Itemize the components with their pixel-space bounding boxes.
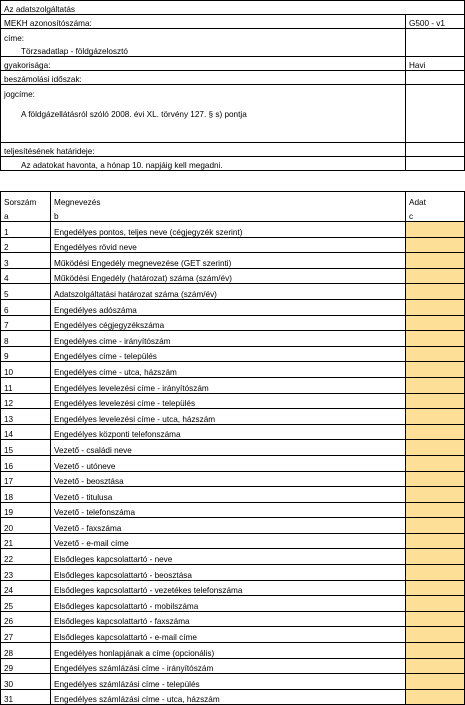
row-label: Elsődleges kapcsolattartó - mobilszáma xyxy=(51,596,406,612)
table-row xyxy=(1,627,465,643)
row-number: 11 xyxy=(1,377,51,393)
row-label: Vezető - utóneve xyxy=(51,455,406,471)
row-label: Elsődleges kapcsolattartó - e-mail címe xyxy=(51,627,406,643)
jogcime-right-cell xyxy=(406,99,465,143)
adat-input-cell[interactable] xyxy=(406,627,465,643)
row-label: Elsődleges kapcsolattartó - beosztása xyxy=(51,565,406,581)
adat-input-cell[interactable] xyxy=(406,237,465,253)
table-row xyxy=(1,284,465,300)
header-info-table xyxy=(0,0,465,171)
hatarido-label: teljesítésének határideje: xyxy=(1,143,406,157)
adat-input-cell[interactable] xyxy=(406,533,465,549)
adat-input-cell[interactable] xyxy=(406,674,465,690)
hatarido-value[interactable]: Az adatokat havonta, a hónap 10. napjáig kell megadni. xyxy=(1,157,406,171)
column-subheader-b: b xyxy=(51,207,406,222)
row-number: 25 xyxy=(1,596,51,612)
row-number: 28 xyxy=(1,643,51,659)
row-number: 19 xyxy=(1,502,51,518)
table-row xyxy=(1,222,465,238)
adat-input-cell[interactable] xyxy=(406,658,465,674)
row-number: 21 xyxy=(1,533,51,549)
row-label: Engedélyes cégjegyzékszáma xyxy=(51,315,406,331)
row-number: 23 xyxy=(1,565,51,581)
row-number: 16 xyxy=(1,455,51,471)
adat-input-cell[interactable] xyxy=(406,362,465,378)
adat-input-cell[interactable] xyxy=(406,471,465,487)
adat-input-cell[interactable] xyxy=(406,611,465,627)
table-row xyxy=(1,643,465,659)
table-row xyxy=(1,549,465,565)
row-number: 22 xyxy=(1,549,51,565)
table-row xyxy=(1,658,465,674)
adat-input-cell[interactable] xyxy=(406,596,465,612)
adat-input-cell[interactable] xyxy=(406,502,465,518)
adat-input-cell[interactable] xyxy=(406,565,465,581)
row-number: 17 xyxy=(1,471,51,487)
row-label: Működési Engedély megnevezése (GET szerinti) xyxy=(51,253,406,269)
table-row xyxy=(1,611,465,627)
row-number: 4 xyxy=(1,268,51,284)
row-number: 20 xyxy=(1,518,51,534)
gyakorisaga-label: gyakorisága: xyxy=(1,57,406,71)
adat-input-cell[interactable] xyxy=(406,315,465,331)
adat-input-cell[interactable] xyxy=(406,284,465,300)
cime-value-right-cell xyxy=(406,43,465,57)
adat-input-cell[interactable] xyxy=(406,409,465,425)
row-label: Engedélyes számlázási címe - irányítószám xyxy=(51,658,406,674)
adat-input-cell[interactable] xyxy=(406,455,465,471)
column-header-sorszam: Sorszám xyxy=(1,192,51,207)
column-header-megnevezes: Megnevezés xyxy=(51,192,406,207)
row-label: Engedélyes címe - irányítószám xyxy=(51,331,406,347)
table-row xyxy=(1,487,465,503)
adat-input-cell[interactable] xyxy=(406,331,465,347)
hatarido-value-right-cell xyxy=(406,157,465,171)
table-row xyxy=(1,268,465,284)
row-number: 12 xyxy=(1,393,51,409)
row-label: Engedélyes számlázási címe - utca, házszám xyxy=(51,689,406,705)
table-row xyxy=(1,315,465,331)
adat-input-cell[interactable] xyxy=(406,346,465,362)
column-subheader-a: a xyxy=(1,207,51,222)
table-row xyxy=(1,346,465,362)
table-row xyxy=(1,237,465,253)
table-row xyxy=(1,689,465,705)
table-row xyxy=(1,377,465,393)
row-number: 29 xyxy=(1,658,51,674)
row-label: Vezető - e-mail címe xyxy=(51,533,406,549)
cime-label: címe: xyxy=(1,29,406,43)
column-header-adat: Adat xyxy=(406,192,465,207)
adat-input-cell[interactable] xyxy=(406,643,465,659)
row-number: 1 xyxy=(1,222,51,238)
adat-input-cell[interactable] xyxy=(406,549,465,565)
jogcime-value[interactable]: A földgázellátásról szóló 2008. évi XL. törvény 127. § s) pontja xyxy=(1,99,406,143)
row-label: Működési Engedély (határozat) száma (szám/év) xyxy=(51,268,406,284)
row-label: Vezető - beosztása xyxy=(51,471,406,487)
table-row xyxy=(1,580,465,596)
adat-input-cell[interactable] xyxy=(406,689,465,705)
adat-input-cell[interactable] xyxy=(406,580,465,596)
adat-input-cell[interactable] xyxy=(406,253,465,269)
table-row xyxy=(1,596,465,612)
row-label: Vezető - családi neve xyxy=(51,440,406,456)
adat-input-cell[interactable] xyxy=(406,393,465,409)
row-label: Vezető - titulusa xyxy=(51,487,406,503)
table-row xyxy=(1,674,465,690)
adat-input-cell[interactable] xyxy=(406,222,465,238)
row-label: Vezető - faxszáma xyxy=(51,518,406,534)
row-number: 18 xyxy=(1,487,51,503)
data-table xyxy=(0,191,465,705)
jogcime-value-cell xyxy=(406,85,465,99)
table-row xyxy=(1,518,465,534)
mekh-label: MEKH azonosítószáma: xyxy=(1,15,406,29)
info-title: Az adatszolgáltatás xyxy=(1,1,465,15)
adat-input-cell[interactable] xyxy=(406,440,465,456)
table-row xyxy=(1,362,465,378)
row-label: Elsődleges kapcsolattartó - faxszáma xyxy=(51,611,406,627)
table-row xyxy=(1,455,465,471)
row-number: 15 xyxy=(1,440,51,456)
table-row xyxy=(1,393,465,409)
mekh-value[interactable]: G500 - v1 xyxy=(406,15,465,29)
row-number: 24 xyxy=(1,580,51,596)
hatarido-right-cell xyxy=(406,143,465,157)
table-row xyxy=(1,565,465,581)
row-number: 6 xyxy=(1,299,51,315)
row-label: Engedélyes levelezési címe - irányítószám xyxy=(51,377,406,393)
table-row xyxy=(1,471,465,487)
row-label: Elsődleges kapcsolattartó - vezetékes telefonszáma xyxy=(51,580,406,596)
row-label: Engedélyes központi telefonszáma xyxy=(51,424,406,440)
row-label: Engedélyes számlázási címe - település xyxy=(51,674,406,690)
beszamolasi-value[interactable] xyxy=(406,71,465,85)
row-number: 13 xyxy=(1,409,51,425)
adat-input-cell[interactable] xyxy=(406,487,465,503)
row-label: Engedélyes levelezési címe - utca, házszám xyxy=(51,409,406,425)
row-label: Engedélyes címe - település xyxy=(51,346,406,362)
adat-input-cell[interactable] xyxy=(406,518,465,534)
row-label: Engedélyes rövid neve xyxy=(51,237,406,253)
table-row xyxy=(1,331,465,347)
jogcime-label: jogcíme: xyxy=(1,85,406,99)
row-number: 30 xyxy=(1,674,51,690)
gyakorisaga-value[interactable]: Havi xyxy=(406,57,465,71)
row-number: 7 xyxy=(1,315,51,331)
beszamolasi-label: beszámolási időszak: xyxy=(1,71,406,85)
row-label: Engedélyes pontos, teljes neve (cégjegyzék szerint) xyxy=(51,222,406,238)
adat-input-cell[interactable] xyxy=(406,268,465,284)
adat-input-cell[interactable] xyxy=(406,377,465,393)
row-label: Adatszolgáltatási határozat száma (szám/év) xyxy=(51,284,406,300)
row-label: Engedélyes levelezési címe - település xyxy=(51,393,406,409)
row-number: 2 xyxy=(1,237,51,253)
table-row xyxy=(1,299,465,315)
row-number: 3 xyxy=(1,253,51,269)
row-number: 26 xyxy=(1,611,51,627)
table-row xyxy=(1,533,465,549)
row-label: Elsődleges kapcsolattartó - neve xyxy=(51,549,406,565)
table-row xyxy=(1,502,465,518)
cime-value[interactable]: Törzsadatlap - földgázelosztó xyxy=(1,43,406,57)
table-row xyxy=(1,253,465,269)
row-label: Vezető - telefonszáma xyxy=(51,502,406,518)
adat-input-cell[interactable] xyxy=(406,299,465,315)
table-row xyxy=(1,409,465,425)
column-subheader-c: c xyxy=(406,207,465,222)
adat-input-cell[interactable] xyxy=(406,424,465,440)
table-row xyxy=(1,424,465,440)
table-row xyxy=(1,440,465,456)
row-label: Engedélyes címe - utca, házszám xyxy=(51,362,406,378)
row-label: Engedélyes honlapjának a címe (opcionális) xyxy=(51,643,406,659)
row-number: 27 xyxy=(1,627,51,643)
row-number: 14 xyxy=(1,424,51,440)
cime-value-cell xyxy=(406,29,465,43)
row-number: 10 xyxy=(1,362,51,378)
row-number: 8 xyxy=(1,331,51,347)
row-number: 31 xyxy=(1,689,51,705)
row-number: 5 xyxy=(1,284,51,300)
row-label: Engedélyes adószáma xyxy=(51,299,406,315)
row-number: 9 xyxy=(1,346,51,362)
